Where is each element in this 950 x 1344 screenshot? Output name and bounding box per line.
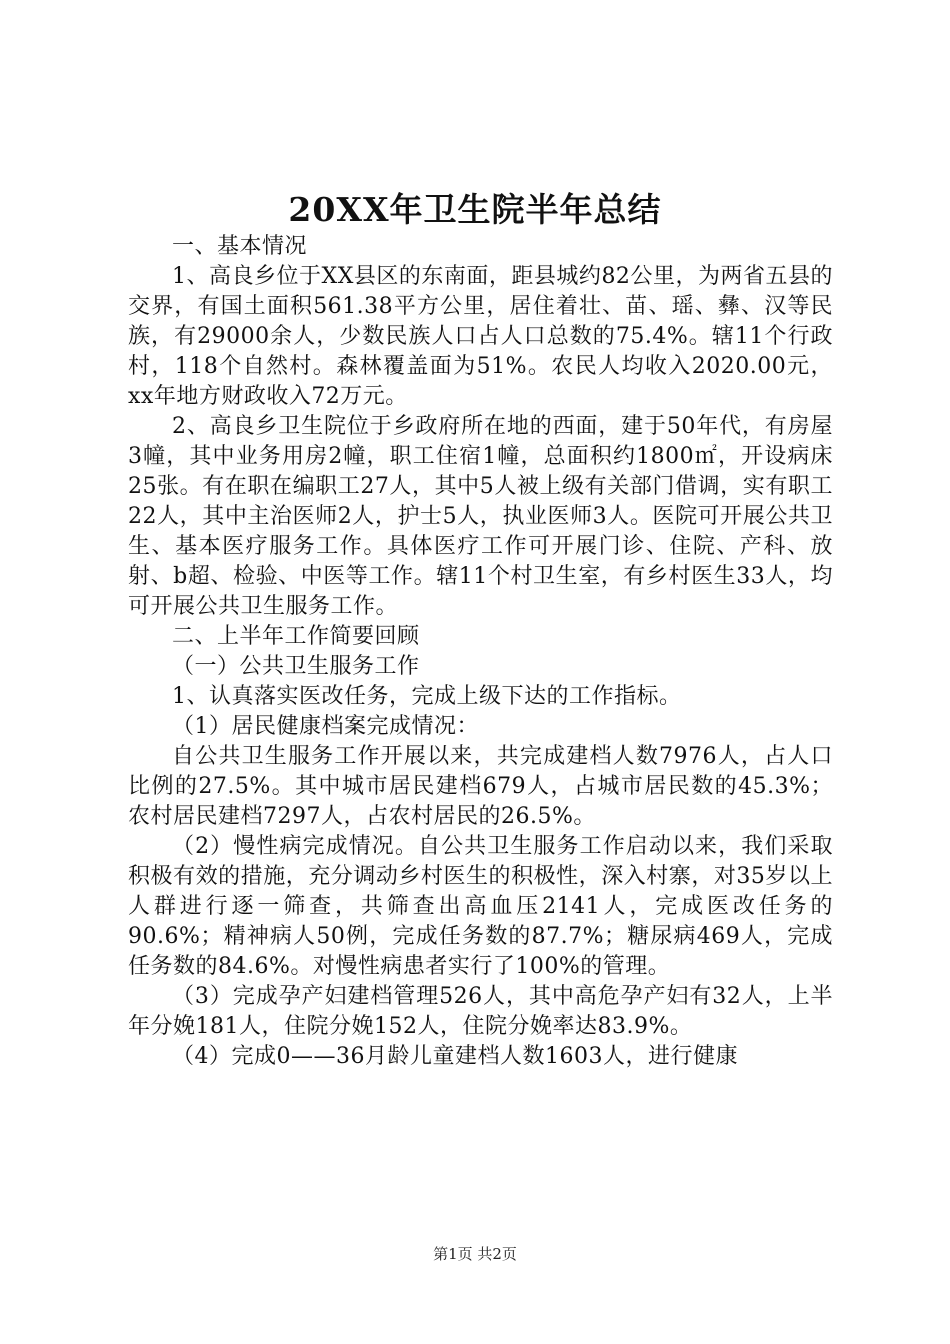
paragraph-township-overview: 1、高良乡位于XX县区的东南面，距县城约82公里，为两省五县的交界，有国土面积561.38平方公里，居住着壮、苗、瑶、彝、汉等民族，有29000余人，少数民族人口占人口总数的75.4%。辖11个行政村，118个自然村。森林覆盖面为51%。农民人均收入2020.00元，xx年地方财政收入72万元。	[128, 264, 833, 409]
paragraph-child-records: （4）完成0——36月龄儿童建档人数1603人，进行健康	[172, 1044, 738, 1069]
subsection-heading-public-health: （一）公共卫生服务工作	[172, 654, 420, 679]
paragraph-health-records: 自公共卫生服务工作开展以来，共完成建档人数7976人，占人口比例的27.5%。其中城市居民建档679人，占城市居民数的45.3%；农村居民建档7297人，占农村居民的26.5%。	[128, 744, 833, 829]
document-title: 20XX年卫生院半年总结	[288, 190, 662, 229]
section-heading-work-review: 二、上半年工作简要回顾	[172, 624, 420, 649]
item-heading-health-records: （1）居民健康档案完成情况：	[172, 714, 479, 739]
paragraph-health-center-overview: 2、高良乡卫生院位于乡政府所在地的西面，建于50年代，有房屋3幢，其中业务用房2幢，职工住宿1幢，总面积约1800㎡，开设病床25张。有在职在编职工27人，其中5人被上级有关部门借调，实有职工22人，其中主治医师2人，护士5人，执业医师3人。医院可开展公共卫生、基本医疗服务工作。具体医疗工作可开展门诊、住院、产科、放射、b超、检验、中医等工作。辖11个村卫生室，有乡村医生33人，均可开展公共卫生服务工作。	[128, 414, 833, 619]
paragraph-chronic-disease: （2）慢性病完成情况。自公共卫生服务工作启动以来，我们采取积极有效的措施，充分调动乡村医生的积极性，深入村寨，对35岁以上人群进行逐一筛查，共筛查出高血压2141人，完成医改任务的90.6%；精神病人50例，完成任务数的87.7%；糖尿病469人，完成任务数的84.6%。对慢性病患者实行了100%的管理。	[128, 834, 833, 979]
section-heading-basic-info: 一、基本情况	[172, 234, 308, 259]
page-footer: 第1页 共2页	[433, 1245, 517, 1263]
paragraph-reform-tasks: 1、认真落实医改任务，完成上级下达的工作指标。	[172, 684, 682, 709]
document-body	[128, 232, 833, 1072]
paragraph-maternal-records: （3）完成孕产妇建档管理526人，其中高危孕产妇有32人，上半年分娩181人，住院分娩152人，住院分娩率达83.9%。	[128, 984, 833, 1039]
